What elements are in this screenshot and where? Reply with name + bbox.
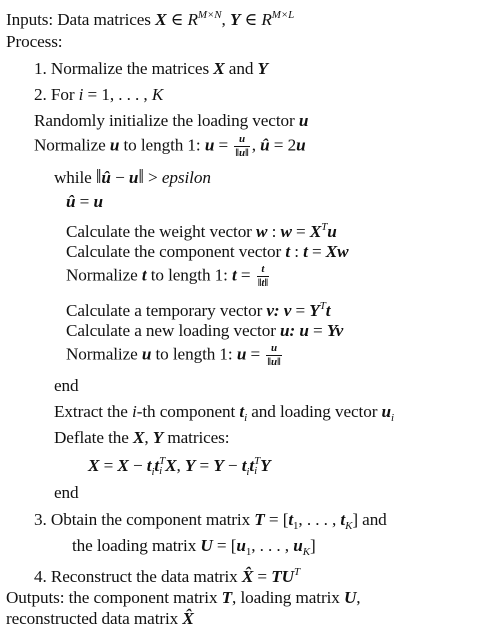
subscript-i: i: [151, 466, 155, 478]
step-4: [34, 561, 300, 588]
matrix-y: Y: [309, 301, 320, 320]
product-xw: Xw: [325, 242, 349, 261]
step-1: [34, 58, 268, 80]
transpose-superscript: T: [321, 221, 328, 233]
fraction: [234, 134, 249, 159]
step-text: to length 1:: [146, 265, 233, 285]
element-of-symbol: ∈: [240, 10, 262, 29]
numerator: t: [257, 264, 269, 277]
matrix-x: X: [132, 428, 145, 447]
subscript-k: K: [302, 546, 310, 558]
vector-t: t: [288, 510, 294, 529]
comma: ,: [251, 135, 261, 155]
inputs-line: [6, 4, 294, 31]
matrix-y: Y: [229, 10, 241, 29]
normalize-t-line: [66, 264, 271, 289]
transpose-superscript: T: [159, 455, 166, 468]
subscript-i: i: [244, 412, 248, 424]
vector-t: t: [303, 242, 308, 261]
comma: ,: [176, 456, 185, 475]
vector-u: u: [128, 168, 139, 187]
outputs-label: Outputs: the component matrix: [6, 588, 222, 607]
denominator: ‖u‖: [235, 147, 249, 159]
step-text: Normalize: [66, 344, 142, 364]
vector-t: t: [249, 456, 255, 475]
subscript-k: K: [345, 520, 353, 532]
step-text: -th component: [136, 402, 240, 421]
normalize-u-line: [34, 134, 306, 159]
vector-v: v:: [266, 301, 280, 320]
deflate-line: [54, 427, 229, 449]
vector-t: t: [154, 456, 160, 475]
vector-t: t: [285, 242, 290, 261]
range: = 1, . . . ,: [83, 85, 152, 104]
matrix-x-hat: X̂: [182, 609, 194, 628]
fraction: [257, 264, 269, 289]
matrix-y: Y: [260, 456, 271, 475]
step-text: to length 1:: [151, 344, 237, 364]
equals: =: [214, 135, 233, 155]
vector-u: u: [293, 536, 303, 555]
matrix-t: T: [221, 588, 233, 607]
step-text: Calculate a temporary vector: [66, 301, 267, 320]
step-text: Normalize: [66, 265, 142, 285]
equals: =: [253, 567, 272, 586]
end-while: end: [54, 376, 79, 395]
equals: =: [308, 321, 327, 340]
comma: ,: [356, 588, 361, 607]
vector-t: t: [340, 510, 346, 529]
step-text: matrices:: [163, 428, 230, 447]
end-for: end: [54, 483, 79, 502]
sub-sup-stack: [159, 456, 165, 476]
vector-t: t: [239, 402, 245, 421]
step-2: [34, 84, 163, 106]
step-text: Normalize: [34, 135, 110, 155]
numerator: u: [234, 134, 249, 147]
equals: =: [246, 344, 265, 364]
matrix-y: Y: [152, 428, 164, 447]
assign-line: [66, 191, 103, 213]
matrix-x-hat: X̂: [241, 567, 254, 586]
numerator: u: [266, 343, 281, 356]
vector-u-hat: û: [66, 192, 76, 211]
conjunction: and: [224, 59, 258, 78]
denominator: ‖u‖: [267, 356, 281, 368]
vector-u: u:: [280, 321, 296, 340]
matrix-x: X: [88, 456, 100, 475]
equals-bracket: = [: [212, 536, 237, 555]
equals: =: [236, 265, 255, 285]
subscript-i: i: [254, 465, 258, 478]
step-text: to length 1:: [119, 135, 205, 155]
vector-u: u: [381, 402, 392, 421]
colon: :: [290, 242, 304, 261]
weight-line: [66, 216, 337, 243]
vector-u: u: [296, 135, 306, 155]
comma: ,: [221, 10, 230, 29]
sub-sup-stack: [254, 456, 260, 476]
product-yv: Yv: [326, 321, 344, 340]
equals: =: [307, 242, 326, 261]
real-space: R: [261, 10, 272, 29]
step-text: 2. For: [34, 85, 79, 104]
extract-line: [54, 401, 394, 429]
step-text: and loading vector: [247, 402, 382, 421]
component-line: [66, 241, 349, 263]
process-label: Process:: [6, 32, 63, 51]
minus: −: [223, 456, 242, 475]
vector-u: u: [299, 321, 309, 340]
matrix-x: X: [213, 59, 225, 78]
subscript: 1: [293, 520, 299, 532]
epsilon: epsilon: [161, 168, 211, 187]
deflation-equation: [88, 455, 271, 483]
norm-bracket: ‖: [95, 166, 102, 188]
step-3-continued: [72, 535, 316, 563]
matrix-u: U: [200, 536, 213, 555]
keyword-while: while: [54, 168, 96, 187]
real-space: R: [187, 10, 198, 29]
vector-u: u: [93, 192, 103, 211]
fraction: [266, 343, 281, 368]
vector-t: t: [241, 456, 247, 475]
vector-t: t: [141, 265, 147, 285]
vector-u-hat: û: [101, 168, 111, 187]
vector-t: t: [146, 456, 152, 475]
vector-u: u: [236, 344, 247, 364]
matrix-x: X: [309, 222, 322, 241]
vector-u: u: [109, 135, 120, 155]
step-text: ] and: [352, 510, 387, 529]
matrix-y: Y: [184, 456, 196, 475]
equals: =: [291, 301, 310, 320]
matrix-x: X: [155, 10, 167, 29]
element-of-symbol: ∈: [166, 10, 188, 29]
step-text: Extract the: [54, 402, 133, 421]
subscript-i: i: [246, 466, 250, 478]
vector-t: t: [232, 265, 237, 285]
outputs-line: [6, 587, 360, 609]
step-text: the loading matrix: [72, 536, 201, 555]
index-k: K: [151, 85, 164, 104]
step-text: Calculate the weight vector: [66, 222, 257, 241]
norm-bracket: ‖: [138, 166, 144, 188]
matrix-t: T: [254, 510, 265, 529]
step-text: 3. Obtain the component matrix: [34, 510, 255, 529]
step-3: [34, 509, 387, 537]
minus: −: [128, 456, 147, 475]
vector-u: u: [141, 344, 152, 364]
step-text: Randomly initialize the loading vector: [34, 111, 299, 130]
normalize-u2-line: [66, 343, 284, 368]
vector-u: u: [204, 135, 215, 155]
equals: =: [75, 192, 94, 211]
matrix-x: X: [117, 456, 129, 475]
new-loading-line: [66, 320, 343, 342]
subscript-i: i: [391, 412, 394, 424]
vector-t: t: [325, 301, 331, 320]
index-i: i: [132, 402, 137, 421]
step-text: Deflate the: [54, 428, 133, 447]
matrix-u: U: [343, 588, 357, 607]
vector-v: v: [283, 301, 292, 320]
equals: =: [291, 222, 310, 241]
equals: =: [99, 456, 118, 475]
equals: =: [195, 456, 214, 475]
step-text: , loading matrix: [232, 588, 344, 607]
transpose-superscript: T: [293, 566, 300, 578]
step-text: reconstructed data matrix: [6, 609, 183, 628]
step-text: 4. Reconstruct the data matrix: [34, 567, 242, 586]
matrix-y: Y: [213, 456, 224, 475]
subscript-i: i: [159, 465, 163, 478]
temp-vector-line: [66, 295, 330, 322]
colon: :: [267, 222, 281, 241]
subscript: 1: [245, 546, 252, 558]
vector-w: w: [280, 222, 292, 241]
vector-w: w: [256, 222, 268, 241]
index-i: i: [78, 85, 84, 104]
ellipsis: , . . . ,: [251, 536, 294, 555]
vector-u: u: [327, 222, 337, 241]
step-text: 1. Normalize the matrices: [34, 59, 214, 78]
comma: ,: [144, 428, 153, 447]
while-line: [54, 166, 211, 189]
dimension-superscript: M×N: [197, 9, 222, 21]
equals-bracket: = [: [264, 510, 289, 529]
minus: −: [110, 168, 129, 187]
random-init-line: [34, 110, 308, 132]
vector-u: u: [236, 536, 246, 555]
denominator: ‖t‖: [257, 277, 269, 289]
matrix-x: X: [165, 456, 177, 475]
dimension-superscript: M×L: [271, 9, 295, 21]
transpose-superscript: T: [254, 455, 261, 468]
matrix-y: Y: [257, 59, 268, 78]
product-tu: TU: [271, 567, 294, 586]
step-text: Calculate the component vector: [66, 242, 286, 261]
transpose-superscript: T: [319, 300, 326, 312]
greater-than: >: [143, 168, 162, 187]
vector-u-hat: û: [260, 135, 270, 155]
step-text: Calculate a new loading vector: [66, 321, 281, 340]
equals: = 2: [269, 135, 297, 155]
vector-u: u: [298, 111, 309, 130]
outputs-line-2: [6, 608, 194, 630]
inputs-label: Inputs: Data matrices: [6, 10, 151, 29]
ellipsis: , . . . ,: [298, 510, 341, 529]
bracket: ]: [309, 536, 316, 555]
